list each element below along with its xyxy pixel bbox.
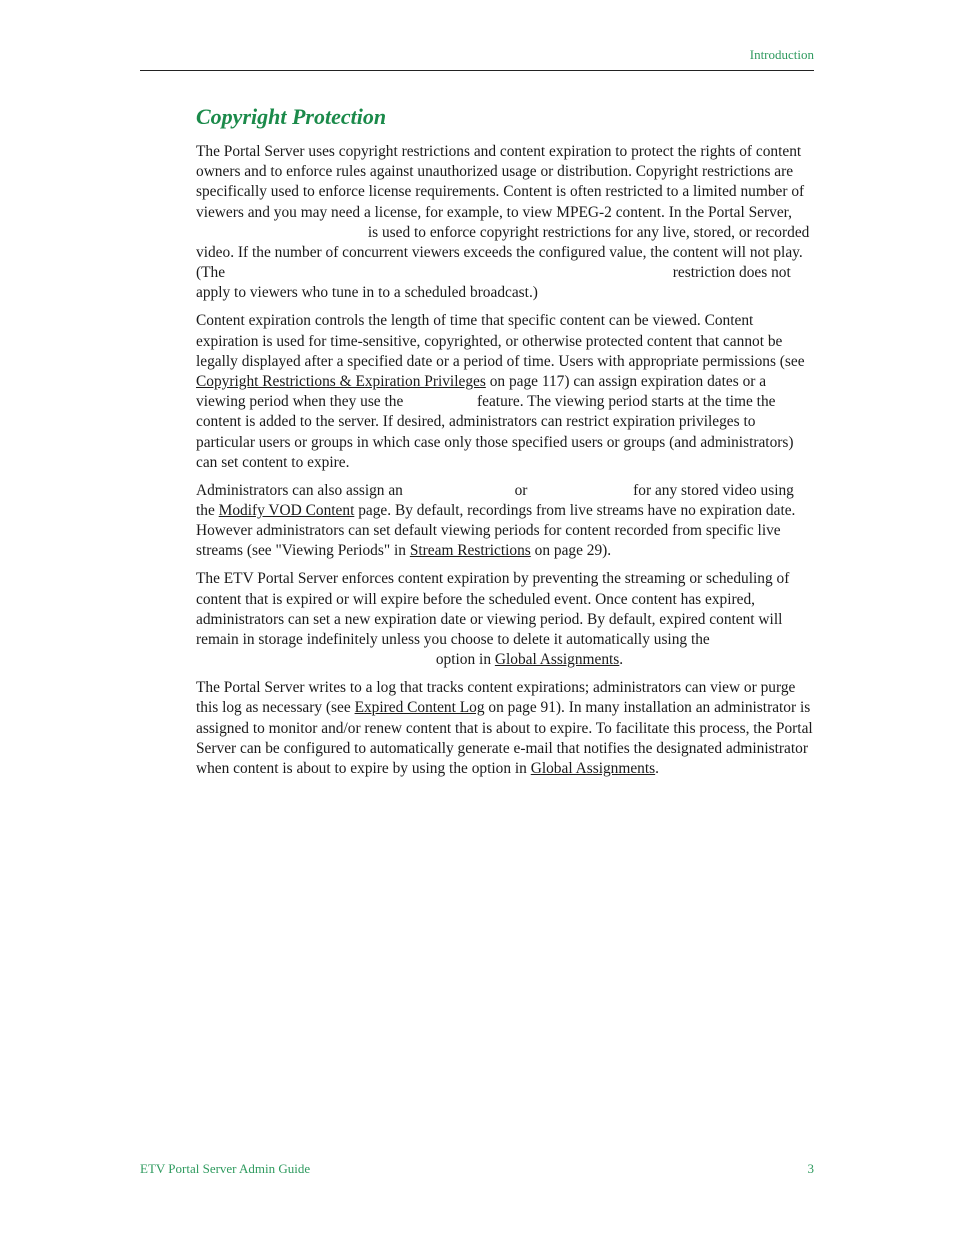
section-title: Copyright Protection xyxy=(196,104,387,129)
paragraph-content-expiration: Content expiration controls the length of time that specific content can be viewed. Content expiration is used for time-sensitive, copyrighted, or otherwise protected content that cannot be legally displayed after a specified date or a period of time. Users with appropriate permissions (see Copyright Restrictions & Expiration Privileges on page 117) can assign expiration dates or a viewing period when they use the feature. The viewing period starts at the time the content is added to the server. If desired, administrators can restrict expiration privileges to particular users or groups in which case only those specified users or groups (and administrators) can set content to expire. xyxy=(196,312,805,471)
link-global-assignments-2[interactable]: Global Assignments xyxy=(530,760,656,778)
header-rule xyxy=(140,70,814,71)
paragraph-expiration-log: The Portal Server writes to a log that tracks content expirations; administrators can view or purge this log as necessary (see Expired Content Log on page 91). In many installation an administrator is assigned to monitor and/or renew content that is about to expire. To facilitate this process, the Portal Server can be configured to automatically generate e-mail that notifies the designated administrator when content is about to expire by using the option in Global Assignments. xyxy=(196,679,813,778)
footer-guide-title: ETV Portal Server Admin Guide xyxy=(140,1161,311,1176)
page-number: 3 xyxy=(807,1161,814,1176)
body-text xyxy=(196,142,816,787)
link-copyright-restrictions-privileges[interactable]: Copyright Restrictions & Expiration Privileges xyxy=(196,373,486,391)
paragraph-expiration-enforcement: The ETV Portal Server enforces content expiration by preventing the streaming or scheduling of content that is expired or will expire before the scheduled event. Once content has expired, administrators can set a new expiration date or viewing period. By default, expired content will remain in storage indefinitely unless you choose to delete it automatically using the option in Global Assignments. xyxy=(196,570,790,669)
paragraph-expiration-assignment: Administrators can also assign an or for any stored video using the Modify VOD Content page. By default, recordings from live streams have no expiration date. However administrators can set default viewing periods for content recorded from specific live streams (see "Viewing Periods" in Stream Restrictions on page 29). xyxy=(196,481,796,560)
link-stream-restrictions[interactable]: Stream Restrictions xyxy=(409,542,531,560)
paragraph-copyright-restrictions: The Portal Server uses copyright restrictions and content expiration to protect the rights of content owners and to enforce rules against unauthorized usage or distribution. Copyright restrictions are specifically used to enforce license requirements. Content is often restricted to a limited number of viewers and you may need a license, for example, to view MPEG-2 content. In the Portal Server, is used to enforce copyright restrictions for any live, stored, or recorded video. If the number of concurrent viewers exceeds the configured value, the content will not play. (The restriction does not apply to viewers who tune in to a scheduled broadcast.) xyxy=(196,143,810,302)
link-modify-vod-content[interactable]: Modify VOD Content xyxy=(218,502,355,520)
running-header: Introduction xyxy=(749,47,814,62)
link-global-assignments[interactable]: Global Assignments xyxy=(494,651,620,669)
link-expired-content-log[interactable]: Expired Content Log xyxy=(354,699,485,717)
